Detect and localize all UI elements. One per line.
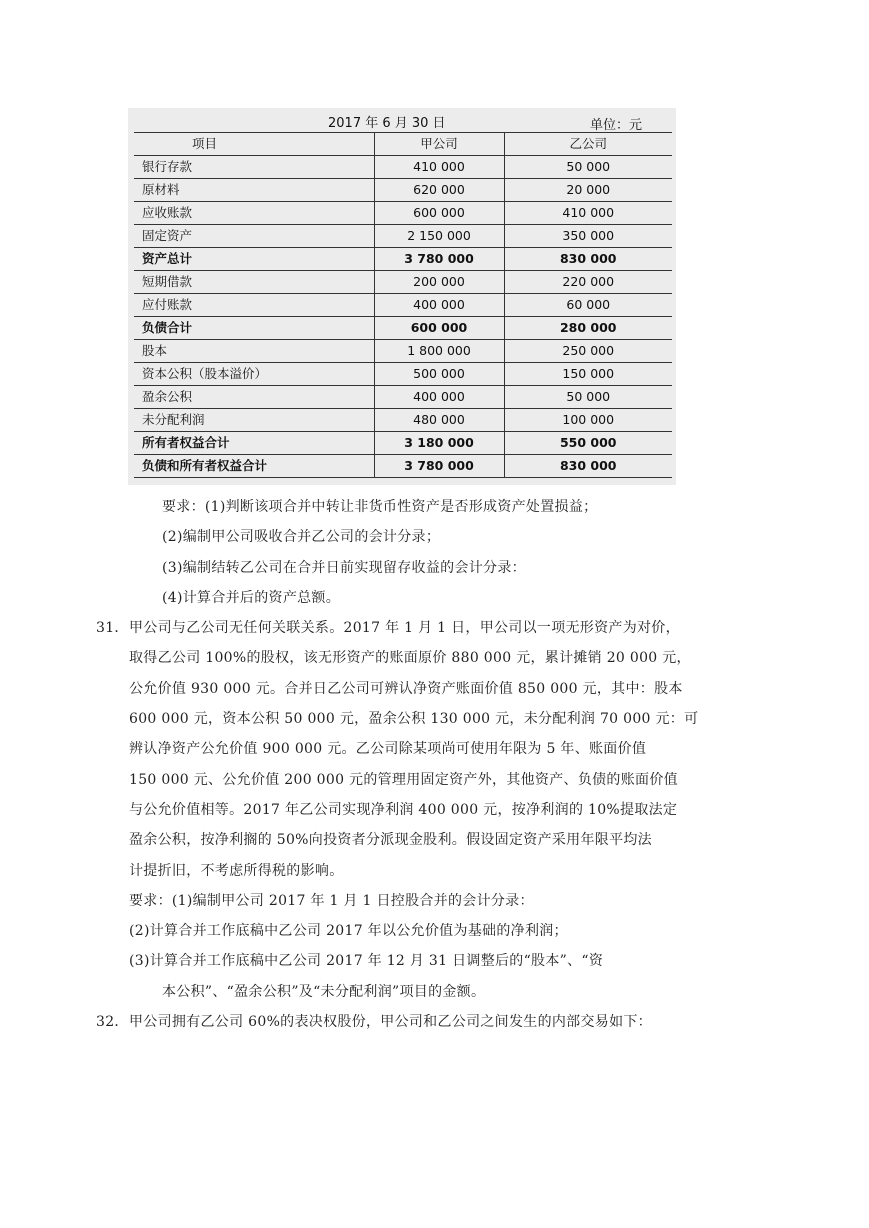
row-item: 负债合计 bbox=[134, 317, 374, 340]
table-row bbox=[134, 248, 672, 271]
question-text bbox=[96, 492, 729, 1037]
table-row bbox=[134, 409, 672, 432]
row-jia: 600 000 bbox=[374, 202, 504, 225]
row-jia: 400 000 bbox=[374, 386, 504, 409]
row-jia: 1 800 000 bbox=[374, 340, 504, 363]
row-yi: 410 000 bbox=[504, 202, 672, 225]
row-yi: 350 000 bbox=[504, 225, 672, 248]
q31-line-9: 计提折旧，不考虑所得税的影响。 bbox=[129, 862, 344, 879]
q31-text-1: 甲公司与乙公司无任何关联关系。2017 年 1 月 1 日，甲公司以一项无形资产为对价， bbox=[129, 620, 680, 637]
row-jia: 400 000 bbox=[374, 294, 504, 317]
table-row bbox=[134, 340, 672, 363]
row-jia: 410 000 bbox=[374, 156, 504, 179]
q32-number: 32． bbox=[96, 1014, 129, 1031]
row-jia: 2 150 000 bbox=[374, 225, 504, 248]
row-yi: 220 000 bbox=[504, 271, 672, 294]
table-row bbox=[134, 271, 672, 294]
balance-sheet-table bbox=[134, 132, 672, 478]
table-row bbox=[134, 455, 672, 478]
q31-req-2: (2)计算合并工作底稿中乙公司 2017 年以公允价值为基础的净利润； bbox=[129, 923, 568, 940]
balance-sheet-image bbox=[128, 108, 676, 485]
table-row bbox=[134, 363, 672, 386]
table-row bbox=[134, 225, 672, 248]
row-yi: 20 000 bbox=[504, 179, 672, 202]
table-row bbox=[134, 317, 672, 340]
row-yi: 830 000 bbox=[504, 248, 672, 271]
row-jia: 600 000 bbox=[374, 317, 504, 340]
table-row bbox=[134, 294, 672, 317]
row-jia: 480 000 bbox=[374, 409, 504, 432]
row-jia: 500 000 bbox=[374, 363, 504, 386]
row-item: 股本 bbox=[134, 340, 374, 363]
table-unit: 单位：元 bbox=[590, 118, 643, 133]
table-header-row bbox=[134, 133, 672, 156]
row-jia: 3 180 000 bbox=[374, 432, 504, 455]
row-yi: 830 000 bbox=[504, 455, 672, 478]
row-item: 资产总计 bbox=[134, 248, 374, 271]
header-jia: 甲公司 bbox=[374, 133, 504, 156]
row-yi: 550 000 bbox=[504, 432, 672, 455]
q31-line-6: 150 000 元、公允价值 200 000 元的管理用固定资产外，其他资产、负债的账面价值 bbox=[129, 771, 678, 788]
row-item: 负债和所有者权益合计 bbox=[134, 455, 374, 478]
row-yi: 100 000 bbox=[504, 409, 672, 432]
row-jia: 200 000 bbox=[374, 271, 504, 294]
q31-line-5: 辨认净资产公允价值 900 000 元。乙公司除某项尚可使用年限为 5 年、账面价值 bbox=[129, 741, 647, 758]
table-header-line bbox=[128, 108, 676, 133]
header-item: 项目 bbox=[134, 133, 374, 156]
row-item: 未分配利润 bbox=[134, 409, 374, 432]
q32-text: 甲公司拥有乙公司 60%的表决权股份，甲公司和乙公司之间发生的内部交易如下： bbox=[129, 1014, 652, 1031]
row-item: 固定资产 bbox=[134, 225, 374, 248]
header-yi: 乙公司 bbox=[504, 133, 672, 156]
q31-number: 31． bbox=[96, 620, 129, 637]
table-date: 2017 年 6 月 30 日 bbox=[328, 116, 446, 131]
row-yi: 50 000 bbox=[504, 156, 672, 179]
q30-req-3: (3)编制结转乙公司在合并日前实现留存收益的会计分录： bbox=[162, 559, 526, 576]
q31-req-3: (3)计算合并工作底稿中乙公司 2017 年 12 月 31 日调整后的“股本”、“资 bbox=[129, 953, 604, 970]
q32-line-1 bbox=[96, 1007, 729, 1037]
row-yi: 50 000 bbox=[504, 386, 672, 409]
row-yi: 280 000 bbox=[504, 317, 672, 340]
q31-req-3b: 本公积”、“盈余公积”及“未分配利润”项目的金额。 bbox=[162, 983, 486, 1000]
q30-req-2: (2)编制甲公司吸收合并乙公司的会计分录； bbox=[162, 529, 441, 546]
row-yi: 250 000 bbox=[504, 340, 672, 363]
q31-line-2: 取得乙公司 100%的股权，该无形资产的账面原价 880 000 元，累计摊销 20 000 元， bbox=[129, 650, 691, 667]
table-row bbox=[134, 386, 672, 409]
row-item: 盈余公积 bbox=[134, 386, 374, 409]
q31-line-1 bbox=[96, 613, 729, 643]
q31-line-3: 公允价值 930 000 元。合并日乙公司可辨认净资产账面价值 850 000 元，其中：股本 bbox=[129, 680, 683, 697]
q31-req-1: 要求：(1)编制甲公司 2017 年 1 月 1 日控股合并的会计分录： bbox=[129, 892, 534, 909]
table-row bbox=[134, 202, 672, 225]
row-item: 资本公积（股本溢价） bbox=[134, 363, 374, 386]
q31-line-8: 盈余公积，按净利搁的 50%向投资者分派现金股利。假设固定资产采用年限平均法 bbox=[129, 832, 652, 849]
table-row bbox=[134, 156, 672, 179]
row-jia: 620 000 bbox=[374, 179, 504, 202]
q30-req-4: (4)计算合并后的资产总额。 bbox=[162, 589, 341, 606]
table-row bbox=[134, 432, 672, 455]
row-item: 原材料 bbox=[134, 179, 374, 202]
table-row bbox=[134, 179, 672, 202]
row-yi: 60 000 bbox=[504, 294, 672, 317]
row-item: 银行存款 bbox=[134, 156, 374, 179]
row-item: 所有者权益合计 bbox=[134, 432, 374, 455]
row-item: 短期借款 bbox=[134, 271, 374, 294]
q31-line-4: 600 000 元，资本公积 50 000 元，盈余公积 130 000 元，未分配利润 70 000 元：可 bbox=[129, 711, 699, 728]
row-yi: 150 000 bbox=[504, 363, 672, 386]
row-jia: 3 780 000 bbox=[374, 248, 504, 271]
q30-req-1: 要求：(1)判断该项合并中转让非货币性资产是否形成资产处置损益； bbox=[162, 499, 598, 515]
row-item: 应付账款 bbox=[134, 294, 374, 317]
row-jia: 3 780 000 bbox=[374, 455, 504, 478]
q31-line-7: 与公允价值相等。2017 年乙公司实现净利润 400 000 元，按净利润的 10%提取法定 bbox=[129, 801, 678, 818]
row-item: 应收账款 bbox=[134, 202, 374, 225]
